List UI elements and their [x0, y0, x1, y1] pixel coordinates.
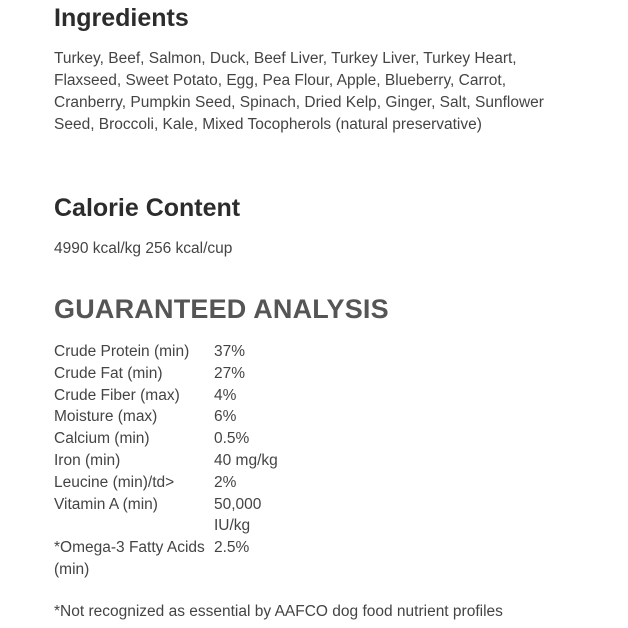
ingredients-list: Turkey, Beef, Salmon, Duck, Beef Liver, Turkey Liver, Turkey Heart, Flaxseed, Sweet Potato, Egg, Pea Flour, Apple, Blueberry, Carrot, Cranberry, Pumpkin Seed, Spinach, Dried Kelp, Ginger, Salt, Sunflower Seed, Broccoli, Kale, Mixed Tocopherols (natural preservative): [54, 50, 544, 133]
footnote: *Not recognized as essential by AAFCO dog food nutrient profiles: [54, 603, 503, 620]
nutrient-name: Crude Protein (min): [54, 343, 190, 360]
nutrient-name: Iron (min): [54, 451, 121, 469]
table-row: [54, 472, 294, 494]
nutrient-name: *Omega-3 Fatty Acids (min): [54, 539, 205, 578]
nutrient-value: 2%: [214, 473, 237, 491]
nutrient-value: 40 mg/kg: [214, 451, 278, 469]
table-row: [54, 363, 294, 385]
nutrient-name: Calcium (min): [54, 430, 150, 448]
nutrient-name: Crude Fat (min): [54, 364, 163, 382]
table-row: [54, 494, 294, 538]
table-row: [54, 450, 294, 472]
nutrient-name: Vitamin A (min): [54, 495, 158, 513]
nutrient-value: 50,000 IU/kg: [214, 495, 262, 535]
table-row: [54, 537, 294, 581]
guaranteed-analysis-heading: GUARANTEED ANALYSIS: [54, 294, 389, 324]
nutrient-value: 0.5%: [214, 430, 250, 448]
nutrient-name: Moisture (max): [54, 408, 158, 426]
table-row: [54, 406, 294, 428]
nutrient-name: Crude Fiber (max): [54, 386, 180, 404]
nutrient-name: Leucine (min)/td>: [54, 473, 175, 491]
nutrient-value: 27%: [214, 364, 246, 382]
table-row: [54, 428, 294, 450]
nutrient-value: 4%: [214, 386, 237, 404]
calorie-content-value: 4990 kcal/kg 256 kcal/cup: [54, 240, 233, 257]
nutrient-value: 37%: [214, 343, 246, 360]
nutrient-value: 2.5%: [214, 539, 250, 557]
ingredients-heading: Ingredients: [54, 4, 189, 32]
calorie-content-heading: Calorie Content: [54, 194, 241, 222]
nutrient-value: 6%: [214, 408, 237, 426]
table-row: [54, 385, 294, 407]
guaranteed-analysis-table: [54, 341, 294, 581]
table-row: [54, 341, 294, 363]
